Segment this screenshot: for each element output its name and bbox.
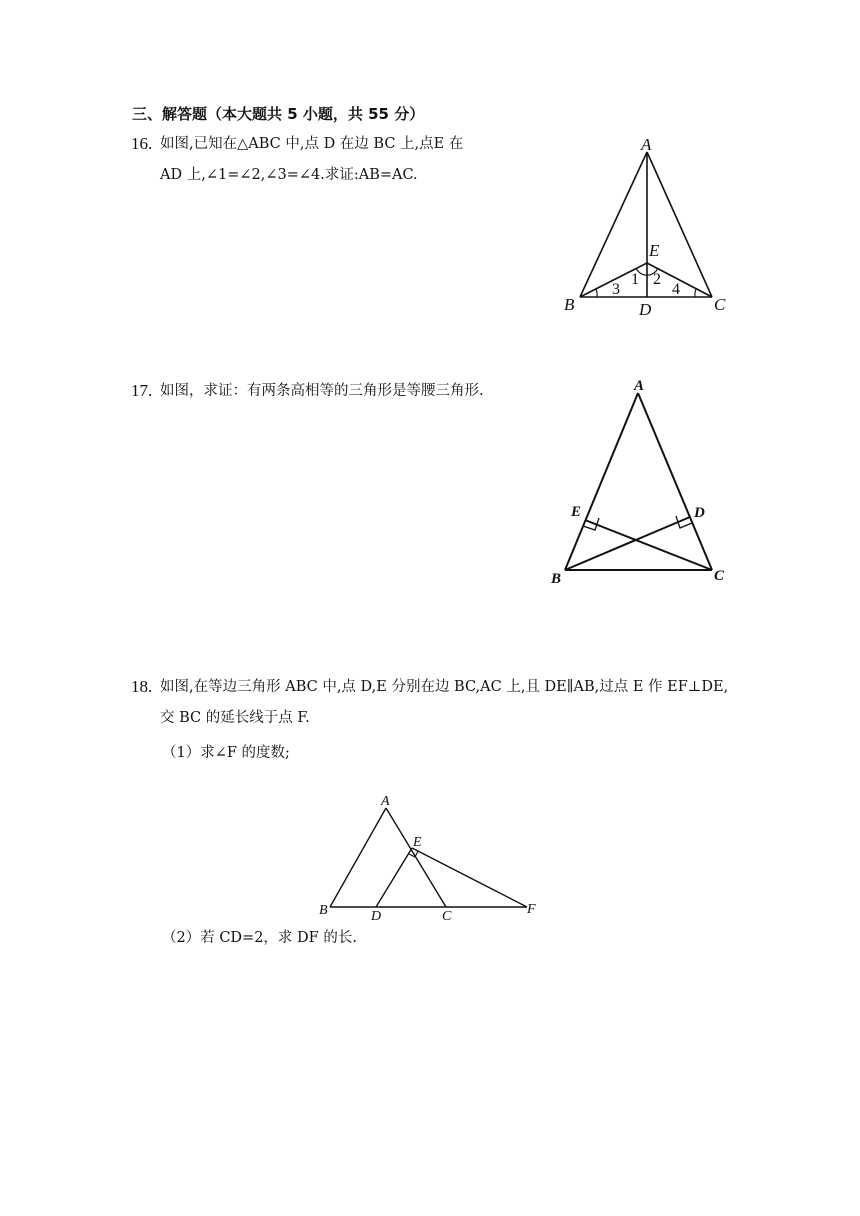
label-a: A [641,135,652,154]
label-a: A [381,794,390,809]
segment-ac [386,808,446,907]
label-b: B [551,571,562,587]
label-b: B [564,295,575,314]
question-18-line-2: 交 BC 的延长线于点 F. [160,710,310,726]
label-d: D [694,505,705,521]
question-16-line-2: AD 上,∠1=∠2,∠3=∠4.求证:AB=AC. [160,167,418,183]
section-title: 三、解答题（本大题共 5 小题，共 55 分） [132,105,425,123]
label-d: D [371,909,382,924]
question-17-line-1: 如图，求证：有两条高相等的三角形是等腰三角形. [160,383,484,399]
segment-ab [330,808,386,907]
question-18-number: 18. [131,677,153,696]
segment-ce [585,520,712,570]
segment-ef [412,848,527,907]
label-c: C [714,568,725,584]
question-18-part-2: （2）若 CD=2，求 DF 的长. [162,930,357,946]
question-16-figure [560,132,730,322]
label-b: B [319,903,328,918]
label-a: A [634,378,645,394]
label-d: D [639,300,652,319]
segment-ac [638,393,712,570]
label-angle-2: 2 [653,271,661,288]
label-f: F [527,902,536,917]
label-c: C [714,295,726,314]
question-18-figure [315,790,545,925]
angle-arc-4 [695,289,696,297]
label-angle-3: 3 [612,281,620,298]
question-16-line-1: 如图,已知在△ABC 中,点 D 在边 BC 上,点E 在 [160,136,464,152]
question-17-number: 17. [131,381,153,400]
segment-de [376,848,412,907]
question-18-part-1: （1）求∠F 的度数; [162,745,290,761]
label-e: E [571,504,582,520]
question-17-figure [546,376,736,586]
question-18-line-1: 如图,在等边三角形 ABC 中,点 D,E 分别在边 BC,AC 上,且 DE∥AB,过点 E 作 EF⊥DE, [160,679,729,695]
label-angle-4: 4 [672,281,680,298]
label-angle-1: 1 [631,271,639,288]
angle-arc-3 [596,289,597,297]
label-e: E [649,241,660,260]
question-16-number: 16. [131,134,153,153]
label-e: E [413,835,422,850]
label-c: C [442,909,452,924]
